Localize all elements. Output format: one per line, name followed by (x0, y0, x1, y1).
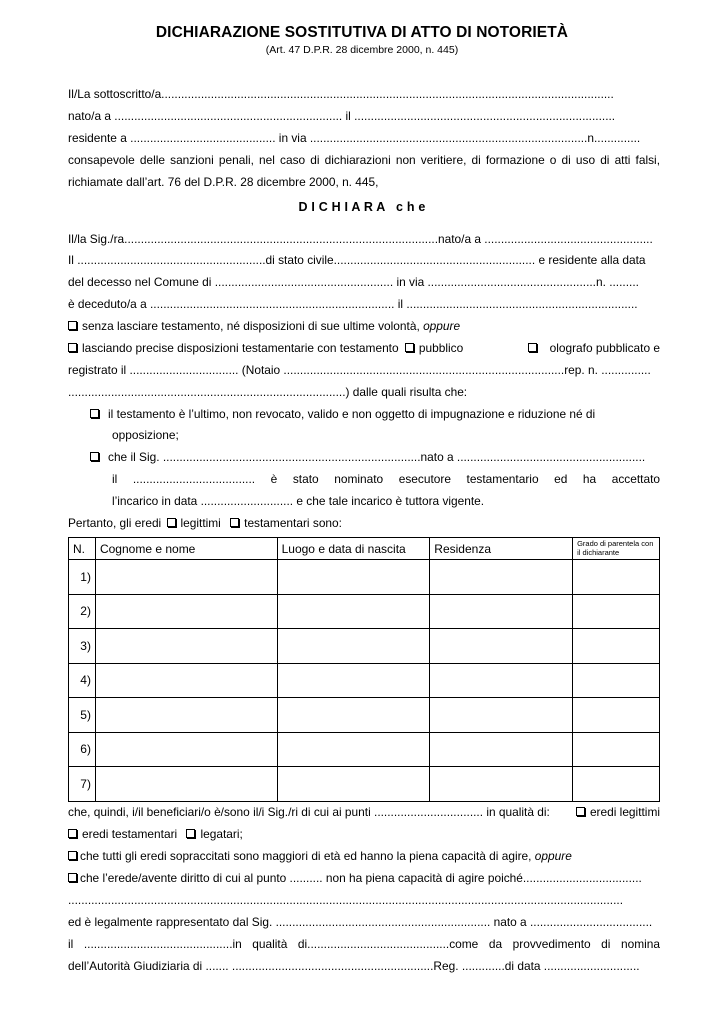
checkbox-last-will[interactable] (90, 409, 99, 418)
heirs-intro-label: Pertanto, gli eredi (68, 516, 162, 530)
option-last-will-label: il testamento è l’ultimo, non revocato, valido e non oggetto di impugnazione e riduzione né di (108, 407, 596, 421)
cell-kinship[interactable] (573, 560, 660, 595)
table-row (69, 767, 660, 802)
footer-role: il .............................................in qualità di...........................................come da provvedimento di nomina (68, 937, 660, 951)
option-last-will-cont: opposizione; (112, 428, 179, 442)
body-line-provisions: ....................................................................................) dalle quali risulta che: (68, 385, 468, 399)
table-row (69, 663, 660, 698)
checkbox-full-capacity[interactable] (68, 851, 77, 860)
table-row (69, 629, 660, 664)
cell-name[interactable] (95, 629, 277, 664)
cell-name[interactable] (95, 767, 277, 802)
col-residence: Residenza (430, 538, 573, 560)
checkbox-testamentary-heirs[interactable] (230, 518, 239, 527)
table-row (69, 594, 660, 629)
cell-name[interactable] (95, 698, 277, 733)
document-title: DICHIARAZIONE SOSTITUTIVA DI ATTO DI NOTORIETÀ (155, 24, 569, 41)
cell-birth[interactable] (277, 594, 430, 629)
checkbox-testamentary-heirs-2[interactable] (68, 829, 77, 838)
intro-line-birth: nato/a a ..................................................................... il ............................................................................... (68, 109, 616, 123)
legitimate-heirs-label: legittimi (180, 516, 221, 530)
checkbox-no-will[interactable] (68, 321, 77, 330)
cell-birth[interactable] (277, 560, 430, 595)
legatees-label: legatari; (200, 827, 243, 841)
no-capacity-label: che l’erede/avente diritto di cui al punto .......... non ha piena capacità di agire poiché.................................... (80, 871, 642, 885)
cell-kinship[interactable] (573, 594, 660, 629)
option-no-will (68, 318, 660, 334)
cell-residence[interactable] (430, 698, 573, 733)
cell-name[interactable] (95, 732, 277, 767)
checkbox-public-will[interactable] (405, 343, 414, 352)
row-number: 3) (69, 629, 96, 664)
row-number: 6) (69, 732, 96, 767)
cell-residence[interactable] (430, 767, 573, 802)
table-row (69, 698, 660, 733)
body-line-registered: registrato il ................................. (Notaio .....................................................................................rep. n. ............... (68, 363, 651, 377)
cell-kinship[interactable] (573, 698, 660, 733)
row-number: 5) (69, 698, 96, 733)
option-will (68, 340, 660, 356)
cell-residence[interactable] (430, 663, 573, 698)
option-executor-date: l’incarico in data ............................ e che tale incarico è tuttora vigente. (112, 494, 485, 508)
footer-heir-type (68, 826, 660, 842)
cell-name[interactable] (95, 594, 277, 629)
intro-line-name: Il/La sottoscritto/a......................................................................................................................................... (68, 87, 614, 101)
body-line-civil-status: Il .........................................................di stato civile............................................................. e residente alla data (68, 253, 646, 267)
body-line-death: è deceduto/a a .......................................................................... il ...................................................................... (68, 297, 638, 311)
legitimate-heirs-2-label: eredi legittimi (589, 805, 660, 819)
cell-residence[interactable] (430, 629, 573, 664)
document-subtitle: (Art. 47 D.P.R. 28 dicembre 2000, n. 445) (265, 44, 459, 56)
option-last-will (90, 406, 660, 422)
intro-line-residence: residente a ............................................ in via ....................................................................................n.............. (68, 131, 641, 145)
row-number: 4) (69, 663, 96, 698)
option-no-will-label: senza lasciare testamento, né disposizioni di sue ultime volontà, (82, 319, 420, 333)
testamentary-heirs-label: testamentari sono: (244, 516, 342, 530)
heirs-intro (68, 515, 660, 531)
col-number: N. (69, 538, 96, 560)
col-birth: Luogo e data di nascita (277, 538, 430, 560)
full-capacity-label: che tutti gli eredi sopraccitati sono maggiori di età ed hanno la piena capacità di agire, (80, 849, 532, 863)
checkbox-no-capacity[interactable] (68, 873, 77, 882)
cell-name[interactable] (95, 560, 277, 595)
col-name: Cognome e nome (95, 538, 277, 560)
checkbox-will[interactable] (68, 343, 77, 352)
footer-beneficiaries (68, 804, 660, 820)
cell-kinship[interactable] (573, 732, 660, 767)
intro-line-reference: richiamate dall’art. 76 del D.P.R. 28 dicembre 2000, n. 445, (68, 175, 379, 189)
option-executor-label: che il Sig. ..............................................................................nato a ......................................................... (108, 450, 646, 464)
option-executor (90, 449, 660, 465)
table-row (69, 560, 660, 595)
body-line-deceased-name: Il/la Sig./ra...............................................................................................nato/a a ................................................... (68, 232, 653, 246)
option-public-label: pubblico (418, 341, 464, 355)
footer-no-capacity (68, 870, 660, 886)
checkbox-executor[interactable] (90, 452, 99, 461)
cell-kinship[interactable] (573, 629, 660, 664)
cell-residence[interactable] (430, 732, 573, 767)
footer-representative: ed è legalmente rappresentato dal Sig. ................................................................. nato a ..................................... (68, 915, 653, 929)
cell-residence[interactable] (430, 594, 573, 629)
cell-birth[interactable] (277, 663, 430, 698)
checkbox-holographic-will[interactable] (528, 343, 537, 352)
footer-court: dell’Autorità Giudiziaria di ....... .............................................................Reg. .............di data ............................. (68, 959, 640, 973)
cell-birth[interactable] (277, 629, 430, 664)
row-number: 1) (69, 560, 96, 595)
footer-dotted-line: ........................................................................................................................................................................ (68, 893, 624, 907)
option-will-label: lasciando precise disposizioni testamentarie con testamento (82, 341, 399, 355)
full-capacity-or: oppure (534, 849, 572, 863)
testamentary-heirs-2-label: eredi testamentari (82, 827, 178, 841)
body-line-municipality: del decesso nel Comune di ...................................................... in via ...................................................n. ......... (68, 275, 639, 289)
footer-full-capacity (68, 848, 660, 864)
col-kinship: Grado di parentela con il dichiarante (573, 538, 660, 560)
cell-birth[interactable] (277, 732, 430, 767)
option-executor-cont: il ..................................... è stato nominato esecutore testamentario ed ha accettato (112, 472, 660, 486)
option-no-will-or: oppure (423, 319, 461, 333)
checkbox-legitimate-heirs[interactable] (167, 518, 176, 527)
checkbox-legatees[interactable] (186, 829, 195, 838)
intro-line-awareness: consapevole delle sanzioni penali, nel caso di dichiarazioni non veritiere, di formazione o di uso di atti falsi, (68, 153, 660, 167)
cell-birth[interactable] (277, 767, 430, 802)
cell-kinship[interactable] (573, 767, 660, 802)
cell-name[interactable] (95, 663, 277, 698)
cell-residence[interactable] (430, 560, 573, 595)
row-number: 7) (69, 767, 96, 802)
option-holographic-label: olografo pubblicato e (549, 341, 660, 355)
footer-beneficiaries-label: che, quindi, i/il beneficiari/o è/sono il/i Sig./ri di cui ai punti ................................. in qualità di: (68, 805, 550, 819)
heirs-table (68, 537, 660, 802)
heirs-table-header (69, 538, 660, 560)
cell-kinship[interactable] (573, 663, 660, 698)
cell-birth[interactable] (277, 698, 430, 733)
declares-heading: D I C H I A R A c h e (298, 200, 426, 214)
checkbox-legitimate-heirs-2[interactable] (576, 807, 585, 816)
row-number: 2) (69, 594, 96, 629)
table-row (69, 732, 660, 767)
